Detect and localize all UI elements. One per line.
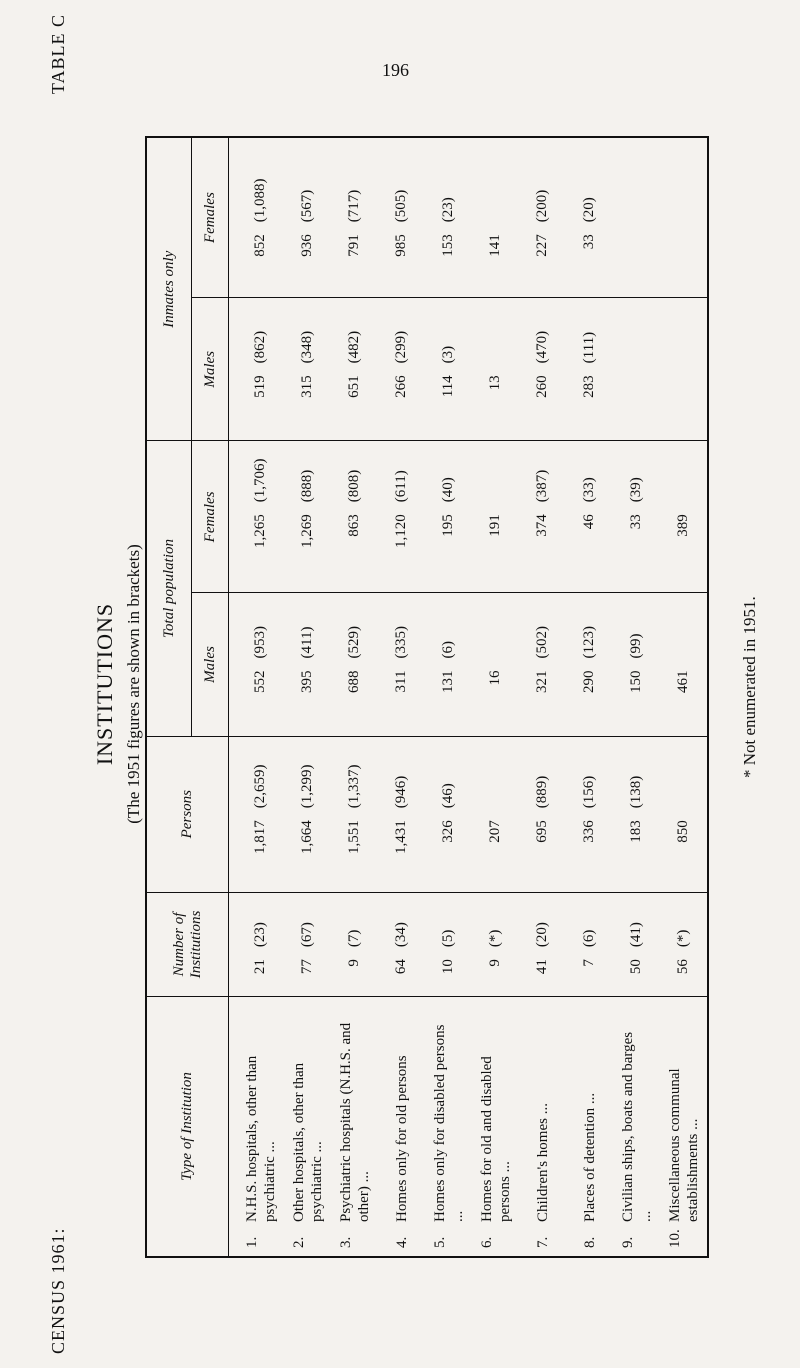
institution-type: Children's homes ... bbox=[534, 1103, 551, 1222]
col-header-total-males: Males bbox=[192, 593, 229, 736]
table-row bbox=[660, 137, 708, 1257]
inmates-females-cell bbox=[660, 228, 708, 297]
persons-1951-cell: (156) bbox=[581, 775, 597, 809]
total-males-cell: 150 bbox=[613, 664, 660, 736]
persons-cell: 1,817 bbox=[229, 814, 285, 892]
inmates-males-cell: 114 bbox=[425, 369, 472, 441]
total-females-cell: 1,269 bbox=[284, 508, 331, 593]
table-row bbox=[284, 137, 331, 1257]
total-males-1951-cell: (529) bbox=[346, 625, 362, 659]
table-row bbox=[519, 137, 566, 1257]
row-index: 5. bbox=[431, 1236, 448, 1248]
total-males-cell: 395 bbox=[284, 664, 331, 736]
inmates-males-1951-cell: (3) bbox=[440, 345, 456, 364]
col-header-inmates-only: Inmates only bbox=[146, 137, 192, 441]
number-1951-cell: (7) bbox=[346, 929, 362, 948]
total-males-cell: 321 bbox=[519, 664, 566, 736]
total-males-1951-cell: (99) bbox=[628, 633, 644, 659]
persons-1951-cell bbox=[472, 736, 519, 814]
total-males-cell: 290 bbox=[566, 664, 613, 736]
institution-type-cell bbox=[613, 997, 660, 1257]
persons-1951-cell bbox=[660, 736, 708, 814]
total-females-cell: 195 bbox=[425, 508, 472, 593]
inmates-males-cell: 315 bbox=[284, 369, 331, 441]
inmates-males-1951-cell bbox=[660, 298, 708, 370]
inmates-females-cell: 936 bbox=[284, 228, 331, 297]
persons-cell: 850 bbox=[660, 814, 708, 892]
persons-cell: 1,431 bbox=[378, 814, 425, 892]
number-1951-cell: (67) bbox=[299, 922, 315, 948]
persons-cell: 1,664 bbox=[284, 814, 331, 892]
institution-type-cell bbox=[331, 997, 378, 1257]
inmates-females-cell: 985 bbox=[378, 228, 425, 297]
number-1951-cell: (34) bbox=[393, 922, 409, 948]
row-index: 9. bbox=[619, 1236, 636, 1248]
inmates-females-1951-cell bbox=[472, 137, 519, 228]
total-females-1951-cell: (808) bbox=[346, 469, 362, 503]
persons-cell: 336 bbox=[566, 814, 613, 892]
persons-1951-cell: (46) bbox=[440, 783, 456, 809]
institution-type: Homes only for disabled persons ... bbox=[431, 1024, 466, 1222]
total-females-cell: 46 bbox=[566, 508, 613, 593]
institution-type-cell bbox=[566, 997, 613, 1257]
number-cell: 50 bbox=[613, 953, 660, 996]
number-cell: 64 bbox=[378, 953, 425, 996]
number-cell: 77 bbox=[284, 953, 331, 996]
inmates-females-1951-cell: (505) bbox=[393, 189, 409, 223]
institution-type: Civilian ships, boats and barges ... bbox=[619, 1031, 654, 1222]
persons-1951-cell: (946) bbox=[393, 775, 409, 809]
inmates-females-cell: 141 bbox=[472, 228, 519, 297]
row-index: 3. bbox=[337, 1236, 354, 1248]
number-1951-cell: (20) bbox=[534, 922, 550, 948]
inmates-males-cell: 651 bbox=[331, 369, 378, 441]
inmates-males-cell: 13 bbox=[472, 369, 519, 441]
inmates-males-cell: 283 bbox=[566, 369, 613, 441]
inmates-males-1951-cell: (348) bbox=[299, 330, 315, 364]
col-header-total-population: Total population bbox=[146, 441, 192, 736]
persons-1951-cell: (1,299) bbox=[299, 764, 315, 809]
total-males-cell: 688 bbox=[331, 664, 378, 736]
institution-type-cell bbox=[519, 997, 566, 1257]
institution-type-cell bbox=[472, 997, 519, 1257]
col-header-type: Type of Institution bbox=[146, 997, 229, 1257]
total-males-1951-cell: (953) bbox=[252, 625, 268, 659]
persons-cell: 1,551 bbox=[331, 814, 378, 892]
total-males-1951-cell bbox=[472, 593, 519, 665]
inmates-males-1951-cell: (470) bbox=[534, 330, 550, 364]
inmates-males-cell bbox=[613, 369, 660, 441]
institution-type: Places of detention ... bbox=[581, 1092, 598, 1222]
total-females-cell: 1,265 bbox=[229, 508, 285, 593]
total-females-1951-cell: (1,706) bbox=[252, 458, 268, 503]
row-index: 6. bbox=[478, 1236, 495, 1248]
page-subtitle: (The 1951 figures are shown in brackets) bbox=[124, 544, 143, 824]
total-females-cell: 863 bbox=[331, 508, 378, 593]
col-header-inmates-females: Females bbox=[192, 137, 229, 298]
total-females-1951-cell: (33) bbox=[581, 477, 597, 503]
inmates-females-1951-cell: (717) bbox=[346, 189, 362, 223]
row-index: 8. bbox=[581, 1236, 598, 1248]
total-females-1951-cell: (39) bbox=[628, 477, 644, 503]
number-1951-cell: (23) bbox=[252, 922, 268, 948]
number-1951-cell: (41) bbox=[628, 922, 644, 948]
row-index: 4. bbox=[393, 1236, 410, 1248]
persons-cell: 183 bbox=[613, 814, 660, 892]
institution-type-cell bbox=[229, 997, 285, 1257]
inmates-males-cell bbox=[660, 369, 708, 441]
total-females-cell: 1,120 bbox=[378, 508, 425, 593]
total-males-1951-cell: (502) bbox=[534, 625, 550, 659]
total-females-cell: 33 bbox=[613, 508, 660, 593]
inmates-males-1951-cell: (482) bbox=[346, 330, 362, 364]
total-females-1951-cell: (40) bbox=[440, 477, 456, 503]
inmates-males-1951-cell: (111) bbox=[581, 331, 597, 364]
inmates-males-cell: 266 bbox=[378, 369, 425, 441]
institution-type: Other hospitals, other than psychiatric ... bbox=[290, 1062, 325, 1222]
col-header-inmates-males: Males bbox=[192, 298, 229, 441]
inmates-females-cell: 852 bbox=[229, 228, 285, 297]
total-males-cell: 311 bbox=[378, 664, 425, 736]
census-label: CENSUS 1961: bbox=[48, 1227, 68, 1354]
total-males-cell: 131 bbox=[425, 664, 472, 736]
number-1951-cell: (*) bbox=[487, 929, 503, 948]
inmates-males-1951-cell bbox=[472, 298, 519, 370]
table-row bbox=[331, 137, 378, 1257]
total-males-cell: 16 bbox=[472, 664, 519, 736]
inmates-females-cell: 227 bbox=[519, 228, 566, 297]
number-1951-cell: (5) bbox=[440, 929, 456, 948]
row-index: 1. bbox=[243, 1236, 260, 1248]
number-cell: 10 bbox=[425, 953, 472, 996]
inmates-females-cell bbox=[613, 228, 660, 297]
row-index: 7. bbox=[534, 1236, 551, 1248]
inmates-females-cell: 33 bbox=[566, 228, 613, 297]
total-females-1951-cell bbox=[472, 441, 519, 508]
col-header-total-females: Females bbox=[192, 441, 229, 593]
number-cell: 56 bbox=[660, 953, 708, 996]
table-row bbox=[472, 137, 519, 1257]
row-index: 2. bbox=[290, 1236, 307, 1248]
footnote: * Not enumerated in 1951. bbox=[740, 596, 759, 778]
persons-cell: 695 bbox=[519, 814, 566, 892]
number-1951-cell: (6) bbox=[581, 929, 597, 948]
inmates-females-1951-cell bbox=[613, 137, 660, 228]
total-females-1951-cell bbox=[660, 441, 708, 508]
col-header-number: Number of Institutions bbox=[146, 892, 229, 996]
persons-cell: 326 bbox=[425, 814, 472, 892]
inmates-males-cell: 519 bbox=[229, 369, 285, 441]
page-number: 196 bbox=[382, 60, 409, 80]
institutions-table bbox=[145, 136, 709, 1258]
inmates-females-1951-cell: (23) bbox=[440, 197, 456, 223]
total-females-cell: 191 bbox=[472, 508, 519, 593]
page-title: INSTITUTIONS bbox=[92, 602, 117, 766]
inmates-females-1951-cell: (567) bbox=[299, 189, 315, 223]
institution-type-cell bbox=[660, 997, 708, 1257]
inmates-males-1951-cell: (862) bbox=[252, 330, 268, 364]
inmates-females-1951-cell bbox=[660, 137, 708, 228]
institution-type: Psychiatric hospitals (N.H.S. and other) ... bbox=[337, 1022, 372, 1222]
total-males-cell: 552 bbox=[229, 664, 285, 736]
institution-type-cell bbox=[378, 997, 425, 1257]
inmates-females-1951-cell: (20) bbox=[581, 197, 597, 223]
inmates-females-1951-cell: (1,088) bbox=[252, 178, 268, 223]
persons-1951-cell: (138) bbox=[628, 775, 644, 809]
institution-type: Homes only for old persons bbox=[393, 1055, 410, 1222]
institution-type: Miscellaneous communal establishments ... bbox=[666, 1068, 701, 1222]
table-id: TABLE C bbox=[48, 14, 68, 95]
total-males-1951-cell: (123) bbox=[581, 625, 597, 659]
institution-type-cell bbox=[284, 997, 331, 1257]
persons-1951-cell: (1,337) bbox=[346, 764, 362, 809]
persons-1951-cell: (889) bbox=[534, 775, 550, 809]
institution-type: N.H.S. hospitals, other than psychiatric ... bbox=[243, 1055, 278, 1222]
total-females-cell: 389 bbox=[660, 508, 708, 593]
inmates-males-1951-cell bbox=[613, 298, 660, 370]
table-row bbox=[613, 137, 660, 1257]
total-females-1951-cell: (888) bbox=[299, 469, 315, 503]
number-cell: 21 bbox=[229, 953, 285, 996]
number-cell: 9 bbox=[472, 953, 519, 996]
inmates-females-1951-cell: (200) bbox=[534, 189, 550, 223]
total-males-1951-cell: (411) bbox=[299, 626, 315, 659]
row-index: 10. bbox=[666, 1229, 683, 1248]
total-females-1951-cell: (387) bbox=[534, 469, 550, 503]
total-males-1951-cell bbox=[660, 593, 708, 665]
number-cell: 9 bbox=[331, 953, 378, 996]
table-row bbox=[229, 137, 285, 1257]
col-header-persons: Persons bbox=[146, 736, 229, 892]
institution-type: Homes for old and disabled persons ... bbox=[478, 1056, 513, 1222]
persons-1951-cell: (2,659) bbox=[252, 764, 268, 809]
total-males-cell: 461 bbox=[660, 664, 708, 736]
total-males-1951-cell: (6) bbox=[440, 640, 456, 659]
number-cell: 41 bbox=[519, 953, 566, 996]
table-row bbox=[378, 137, 425, 1257]
inmates-females-cell: 153 bbox=[425, 228, 472, 297]
total-males-1951-cell: (335) bbox=[393, 625, 409, 659]
total-females-1951-cell: (611) bbox=[393, 470, 409, 503]
inmates-females-cell: 791 bbox=[331, 228, 378, 297]
number-1951-cell: (*) bbox=[675, 929, 691, 948]
institution-type-cell bbox=[425, 997, 472, 1257]
table-row bbox=[566, 137, 613, 1257]
table-row bbox=[425, 137, 472, 1257]
inmates-males-1951-cell: (299) bbox=[393, 330, 409, 364]
number-cell: 7 bbox=[566, 953, 613, 996]
inmates-males-cell: 260 bbox=[519, 369, 566, 441]
total-females-cell: 374 bbox=[519, 508, 566, 593]
persons-cell: 207 bbox=[472, 814, 519, 892]
